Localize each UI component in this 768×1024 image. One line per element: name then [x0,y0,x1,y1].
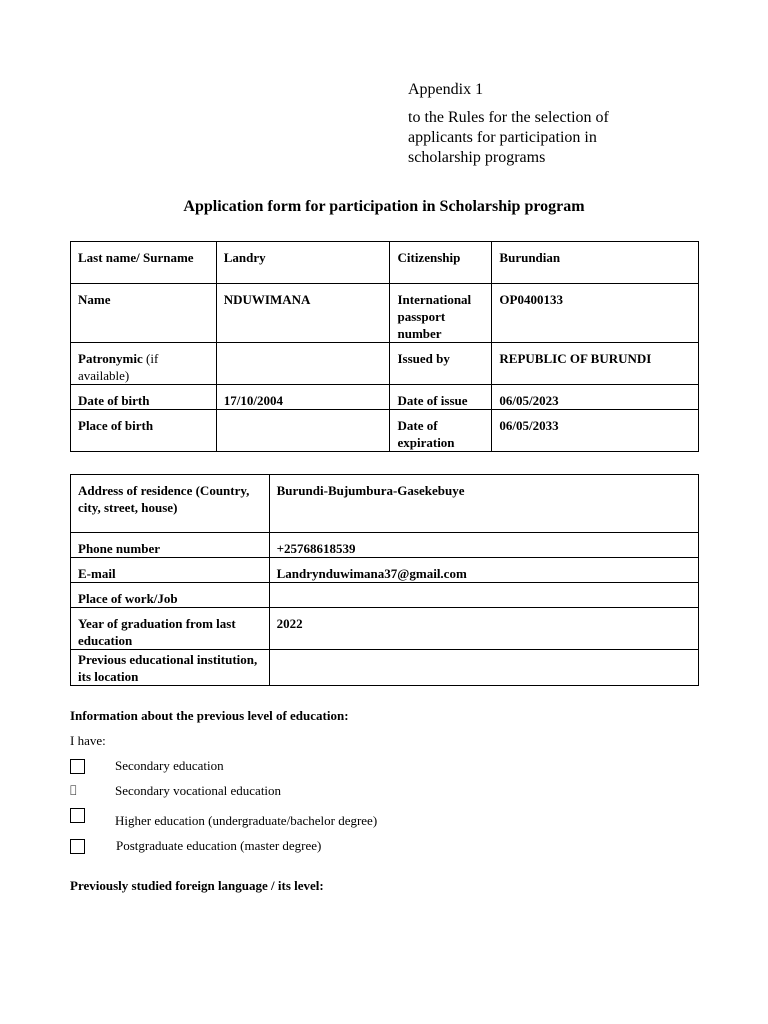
name-value: NDUWIMANA [216,284,390,343]
name-label: Name [71,284,217,343]
address-label: Address of residence (Country, city, street, house) [71,475,270,533]
option-label: Postgraduate education (master degree) [116,838,322,853]
last-name-value: Landry [216,242,390,284]
checkbox-empty[interactable] [70,808,85,823]
date-issue-label: Date of issue [390,385,492,410]
checkbox-empty[interactable] [70,759,85,774]
appendix-line: applicants for participation in [408,129,597,146]
option-label: Higher education (undergraduate/bachelor degree) [115,813,378,828]
grad-year-value: 2022 [269,608,698,650]
citizenship-value: Burundian [492,242,699,284]
education-heading: Information about the previous level of education: [70,708,349,723]
pob-value [216,410,390,452]
issued-by-value: REPUBLIC OF BURUNDI [492,343,699,385]
option-secondary[interactable] [70,758,570,778]
appendix-block [408,80,708,168]
last-name-label: Last name/ Surname [71,242,217,284]
dob-label: Date of birth [71,385,217,410]
option-secondary-vocational[interactable] [70,783,570,803]
appendix-line: to the Rules for the selection of [408,109,609,126]
prev-inst-label: Previous educational institution, its location [71,650,270,686]
patronymic-cell [71,343,217,385]
phone-value: +25768618539 [269,533,698,558]
patronymic-label: Patronymic [78,351,143,366]
dob-value: 17/10/2004 [216,385,390,410]
patronymic-note: (if available) [78,351,159,383]
personal-info-table [70,241,699,452]
checkbox-checked-icon[interactable] [70,783,77,796]
address-value: Burundi-Bujumbura-Gasekebuye [269,475,698,533]
date-exp-value: 06/05/2033 [492,410,699,452]
education-intro: I have: [70,733,106,748]
pob-label: Place of birth [71,410,217,452]
patronymic-value [216,343,390,385]
prev-inst-value [269,650,698,686]
email-label: E-mail [71,558,270,583]
appendix-title: Appendix 1 [408,81,484,98]
date-exp-label: Date of expiration [390,410,492,452]
work-label: Place of work/Job [71,583,270,608]
grad-year-label: Year of graduation from last education [71,608,270,650]
option-label: Secondary vocational education [115,783,282,798]
passport-label: International passport number [390,284,492,343]
form-title: Application form for participation in Scholarship program [183,198,585,215]
option-label: Secondary education [115,758,224,773]
issued-by-label: Issued by [390,343,492,385]
contact-info-table [70,474,699,686]
language-heading: Previously studied foreign language / its level: [70,878,324,893]
date-issue-value: 06/05/2023 [492,385,699,410]
checkbox-empty[interactable] [70,839,85,854]
citizenship-label: Citizenship [390,242,492,284]
option-postgraduate[interactable] [70,838,570,858]
passport-value: OP0400133 [492,284,699,343]
phone-label: Phone number [71,533,270,558]
option-higher[interactable] [70,807,570,827]
appendix-line: scholarship programs [408,149,546,166]
email-value: Landrynduwimana37@gmail.com [269,558,698,583]
work-value [269,583,698,608]
